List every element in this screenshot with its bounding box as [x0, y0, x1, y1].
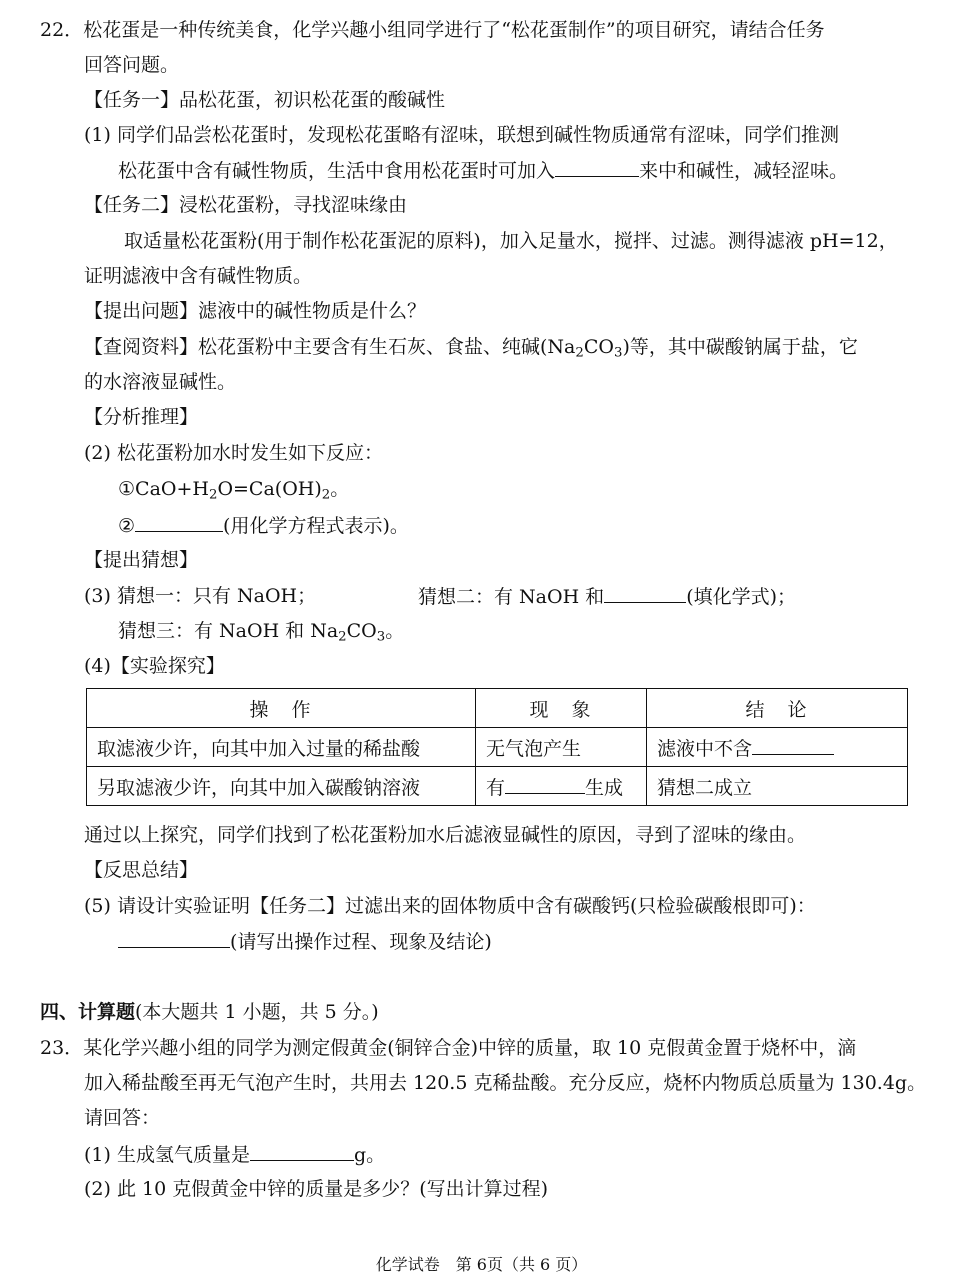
part1-line2: 松花蛋中含有碱性物质，生活中食用松花蛋时可加入 来中和碱性，减轻涩味。	[118, 160, 849, 182]
reaction-1: $①CaO+H_2O=Ca(OH)_2$。	[118, 478, 350, 503]
answer-blank-6[interactable]	[118, 929, 230, 948]
reference-line2: 的水溶液显碱性。	[84, 371, 237, 393]
page-footer: 化学试卷 第 6页（共 6 页）	[375, 1255, 588, 1274]
answer-blank-1[interactable]	[555, 158, 639, 177]
q22-number: 22．	[40, 19, 84, 41]
part5-line2: (请写出操作过程、现象及结论)	[118, 929, 492, 954]
table-cell: 另取滤液少许，向其中加入碳酸钠溶液	[87, 767, 476, 806]
after-table-text: 通过以上探究，同学们找到了松花蛋粉加水后滤液显碱性的原因，寻到了涩味的缘由。	[84, 824, 807, 846]
guess-heading: 【提出猜想】	[84, 549, 199, 571]
table-header-row	[87, 689, 908, 728]
answer-blank-5[interactable]	[505, 775, 585, 794]
q23-line2: 加入稀盐酸至再无气泡产生时，共用去 120.5 克稀盐酸。充分反应，烧杯内物质总质量为 130.4g。	[84, 1072, 927, 1094]
guess-2: 猜想二：有 NaOH 和 (填化学式)；	[418, 586, 797, 608]
answer-blank-2[interactable]	[135, 513, 223, 532]
reflect-heading: 【反思总结】	[84, 859, 199, 881]
task2-line2: 证明滤液中含有碱性物质。	[84, 265, 313, 287]
question-heading: 【提出问题】滤液中的碱性物质是什么？	[84, 300, 427, 322]
guess-1: (3) 猜想一：只有 NaOH；	[84, 585, 317, 607]
table-row	[87, 728, 908, 767]
q23-sub2: (2) 此 10 克假黄金中锌的质量是多少？(写出计算过程)	[84, 1178, 549, 1200]
guess-3: 猜想三：有 NaOH 和 $Na_2CO_3$。	[118, 620, 405, 645]
table-cell: 猜想二成立	[647, 767, 908, 806]
part1-line1: (1) 同学们品尝松花蛋时，发现松花蛋略有涩味，联想到碱性物质通常有涩味，同学们推测	[84, 124, 839, 146]
table-row	[87, 767, 908, 806]
reaction-2: ② (用化学方程式表示)。	[118, 515, 409, 537]
q23-line3: 请回答：	[84, 1107, 161, 1129]
task1-heading: 【任务一】品松花蛋，初识松花蛋的酸碱性	[84, 89, 446, 111]
answer-blank-7[interactable]	[250, 1142, 354, 1161]
table-header: 操 作	[87, 689, 476, 728]
table-cell: 无气泡产生	[476, 728, 647, 767]
answer-blank-3[interactable]	[604, 584, 686, 603]
table-cell: 取滤液少许，向其中加入过量的稀盐酸	[87, 728, 476, 767]
table-header: 结 论	[647, 689, 908, 728]
part5-line1: (5) 请设计实验证明【任务二】过滤出来的固体物质中含有碳酸钙(只检验碳酸根即可)：	[84, 895, 816, 917]
experiment-table	[86, 688, 908, 806]
answer-blank-4[interactable]	[752, 736, 834, 755]
part2-line: (2) 松花蛋粉加水时发生如下反应：	[84, 442, 383, 464]
task2-line1: 取适量松花蛋粉(用于制作松花蛋泥的原料)，加入足量水，搅拌、过滤。测得滤液 pH=12，	[124, 230, 898, 252]
section4-title: 四、计算题(本大题共 1 小题，共 5 分。)	[40, 1001, 379, 1023]
q23-number: 23．	[40, 1037, 84, 1059]
table-header: 现 象	[476, 689, 647, 728]
analysis-heading: 【分析推理】	[84, 406, 199, 428]
task2-heading: 【任务二】浸松花蛋粉，寻找涩味缘由	[84, 194, 408, 216]
table-cell: 滤液中不含	[647, 728, 908, 767]
table-cell: 有 生成	[476, 767, 647, 806]
q23-line1: 23．某化学兴趣小组的同学为测定假黄金(铜锌合金)中锌的质量，取 10 克假黄金置于烧杯中，滴	[40, 1037, 857, 1059]
q23-sub1: (1) 生成氢气质量是 g。	[84, 1144, 386, 1166]
q22-intro-line1: 22．松花蛋是一种传统美食，化学兴趣小组同学进行了“松花蛋制作”的项目研究，请结合任务	[40, 19, 825, 41]
q22-intro-line2: 回答问题。	[84, 54, 180, 76]
experiment-heading: (4)【实验探究】	[84, 655, 225, 677]
reference-line1: 【查阅资料】松花蛋粉中主要含有生石灰、食盐、纯碱$(Na_2CO_3)$等，其中碳酸钠属于盐，它	[84, 336, 858, 361]
